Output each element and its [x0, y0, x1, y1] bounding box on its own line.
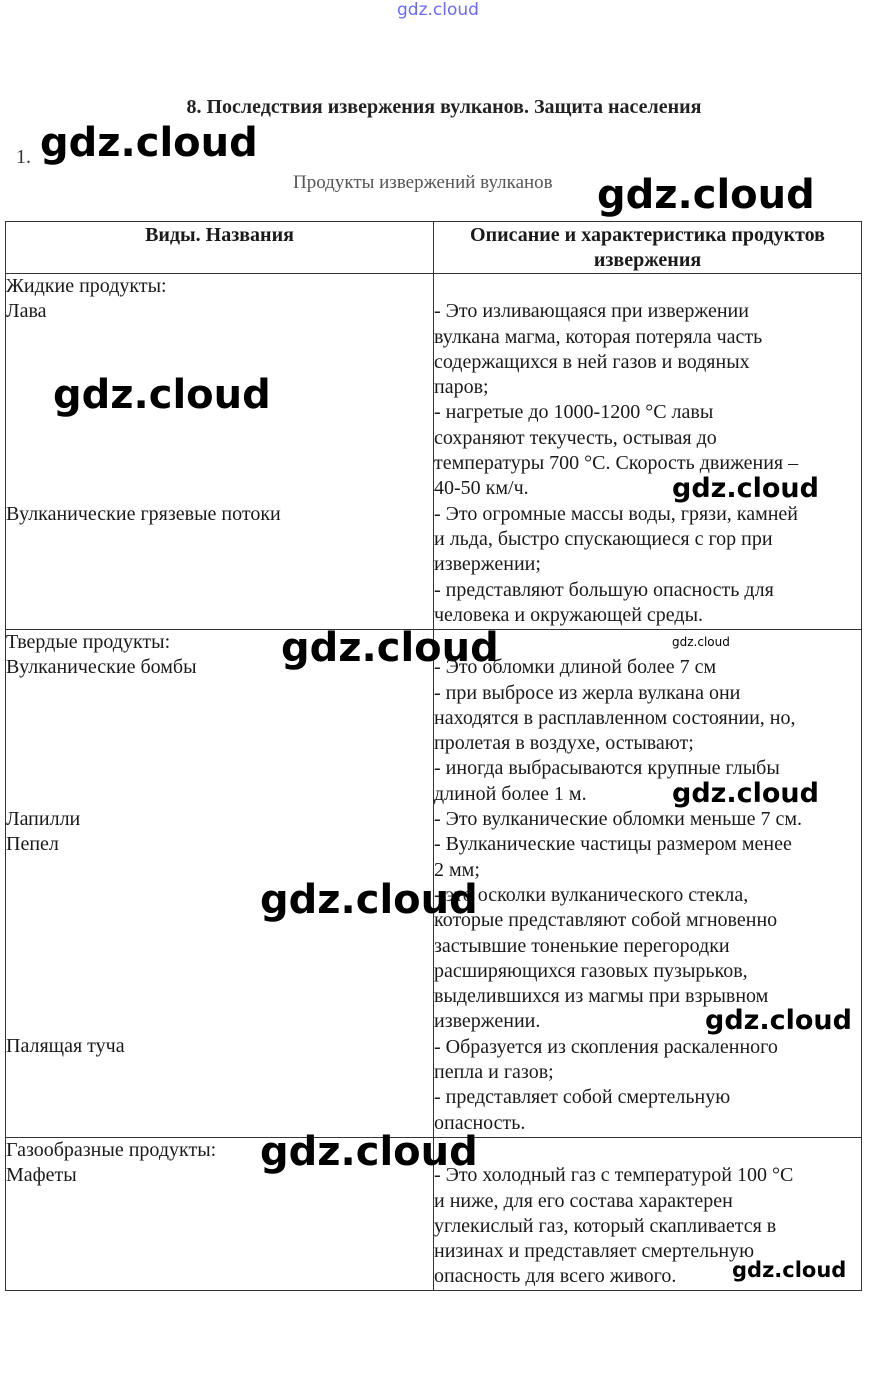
desc-line: выделившихся из магмы при взрывном — [434, 985, 769, 1008]
watermark: gdz.cloud — [732, 1258, 847, 1282]
name-bombs: Вулканические бомбы — [6, 656, 197, 679]
watermark: gdz.cloud — [672, 635, 730, 649]
desc-line: паров; — [434, 376, 489, 399]
name-burning-cloud: Палящая туча — [6, 1035, 125, 1058]
table-header-row — [6, 222, 862, 274]
desc-line: - Это огромные массы воды, грязи, камней — [434, 502, 799, 525]
name-mudflows: Вулканические грязевые потоки — [6, 502, 281, 525]
name-lava: Лава — [6, 300, 47, 323]
desc-line: - это осколки вулканического стекла, — [434, 883, 749, 906]
desc-line: извержении. — [434, 1010, 541, 1033]
desc-line: - Это вулканические обломки меньше 7 см. — [434, 808, 803, 831]
desc-line: расширяющихся газовых пузырьков, — [434, 959, 748, 982]
desc-line: человека и окружающей среды. — [434, 603, 704, 626]
desc-line: - Это изливающаяся при извержении — [434, 300, 749, 323]
watermark: gdz.cloud — [40, 120, 258, 166]
desc-line: - Образуется из скопления раскаленного — [434, 1035, 778, 1058]
task-number: 1. — [16, 146, 31, 168]
desc-line: вулкана магма, которая потеряла часть — [434, 325, 763, 348]
desc-line: - нагретые до 1000-1200 °С лавы — [434, 401, 714, 424]
page-title: 8. Последствия извержения вулканов. Защита населения — [186, 96, 702, 118]
desc-line: извержении; — [434, 553, 541, 576]
watermark-top: gdz.cloud — [397, 0, 479, 20]
desc-line: - представляют большую опасность для — [434, 578, 774, 601]
watermark: gdz.cloud — [260, 1129, 478, 1175]
watermark: gdz.cloud — [672, 778, 819, 809]
desc-line: температуры 700 °С. Скорость движения – — [434, 452, 799, 475]
desc-line: пролетая в воздухе, остывают; — [434, 732, 694, 755]
desc-line: - Вулканические частицы размером менее — [434, 833, 792, 856]
group-solid: Твердые продукты: — [6, 631, 171, 653]
watermark: gdz.cloud — [597, 172, 815, 218]
group-liquid: Жидкие продукты: — [6, 275, 167, 297]
watermark: gdz.cloud — [53, 372, 271, 418]
watermark: gdz.cloud — [260, 877, 478, 923]
desc-line: 40-50 км/ч. — [434, 477, 529, 500]
name-ash: Пепел — [6, 832, 59, 855]
desc-line: 2 мм; — [434, 858, 480, 881]
desc-line: - Это обломки длиной более 7 см — [434, 656, 717, 679]
desc-line: опасность для всего живого. — [434, 1265, 677, 1288]
desc-line: и ниже, для его состава характерен — [434, 1189, 733, 1212]
desc-line: - иногда выбрасываются крупные глыбы — [434, 757, 780, 780]
desc-line: - при выбросе из жерла вулкана они — [434, 681, 741, 704]
group-gas: Газообразные продукты: — [6, 1139, 217, 1161]
cell-liquid-desc — [434, 274, 862, 630]
table-caption: Продукты извержений вулканов — [293, 172, 553, 193]
desc-line: которые представляют собой мгновенно — [434, 909, 778, 932]
desc-line: находятся в расплавленном состоянии, но, — [434, 706, 796, 729]
watermark: gdz.cloud — [281, 625, 499, 671]
cell-solid-desc — [434, 630, 862, 1138]
name-mofettes: Мафеты — [6, 1164, 77, 1187]
table-row-liquid — [6, 274, 862, 630]
desc-line: - представляет собой смертельную — [434, 1086, 731, 1109]
name-lapilli: Лапилли — [6, 807, 81, 830]
desc-line: опасность. — [434, 1111, 526, 1134]
desc-line: - Это холодный газ с температурой 100 °С — [434, 1164, 794, 1187]
header-types: Виды. Названия — [6, 222, 434, 274]
desc-line: пепла и газов; — [434, 1061, 554, 1084]
desc-line: сохраняют текучесть, остывая до — [434, 426, 717, 449]
header-description: Описание и характеристика продуктов извержения — [434, 222, 862, 274]
desc-line: углекислый газ, который скапливается в — [434, 1214, 777, 1237]
desc-line: длиной более 1 м. — [434, 782, 587, 805]
desc-line: низинах и представляет смертельную — [434, 1240, 755, 1263]
cell-liquid-names — [6, 274, 434, 630]
desc-line: содержащихся в ней газов и водяных — [434, 350, 750, 373]
watermark: gdz.cloud — [672, 473, 819, 504]
desc-line: и льда, быстро спускающиеся с гор при — [434, 527, 773, 550]
desc-line: застывшие тоненькие перегородки — [434, 934, 730, 957]
watermark: gdz.cloud — [705, 1005, 852, 1036]
